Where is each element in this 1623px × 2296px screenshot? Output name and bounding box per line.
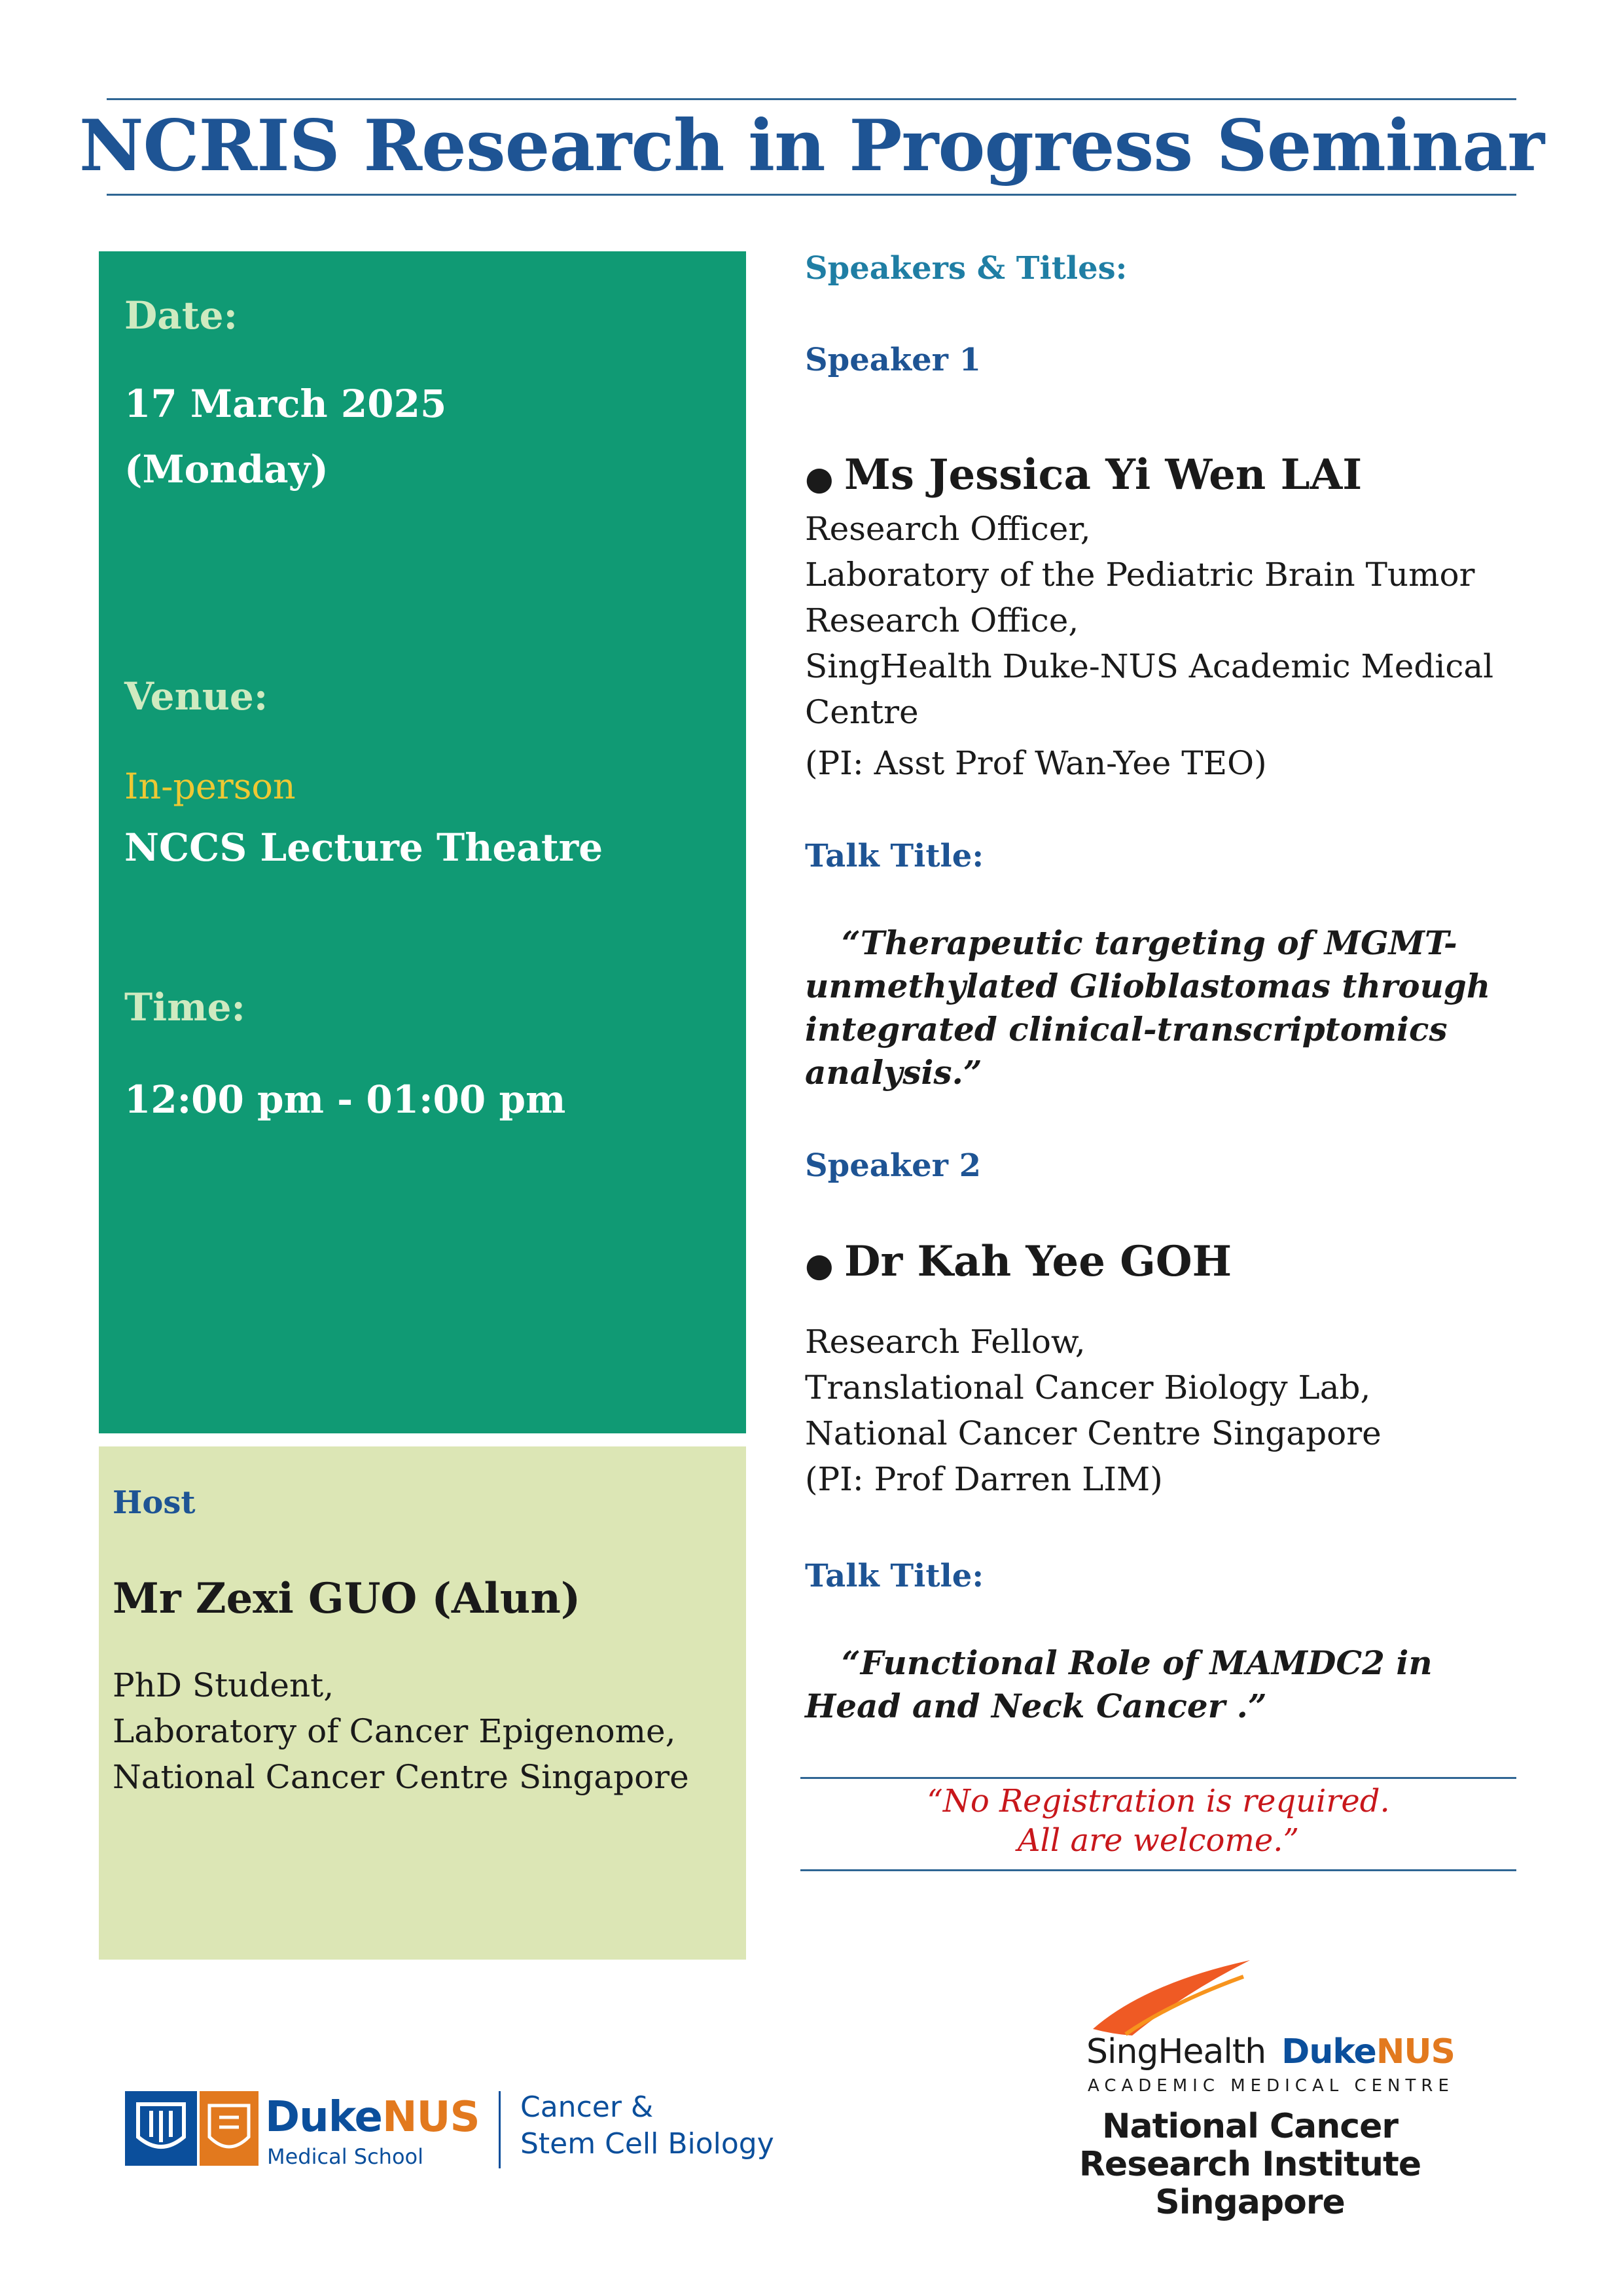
duke-nus-logo-text: [265, 2093, 480, 2142]
nus-crest-icon: [200, 2091, 259, 2166]
speaker-1-label: Speaker 1: [805, 342, 982, 378]
title-top-rule: [107, 98, 1516, 100]
host-name: Mr Zexi GUO (Alun): [113, 1574, 581, 1623]
speaker-detail-line: Research Office,: [805, 601, 1079, 639]
speaker-2-name-text: Dr Kah Yee GOH: [844, 1237, 1232, 1286]
note-line: “No Registration is required.: [927, 1783, 1390, 1820]
speaker-1-pi: (PI: Asst Prof Wan-Yee TEO): [805, 744, 1267, 782]
host-detail-line: Laboratory of Cancer Epigenome,: [113, 1712, 676, 1750]
title-bottom-rule: [107, 194, 1516, 196]
speaker-detail-line: Research Fellow,: [805, 1323, 1086, 1361]
host-label: Host: [113, 1484, 196, 1521]
speaker-1-name-text: Ms Jessica Yi Wen LAI: [844, 450, 1363, 499]
speakers-heading: Speakers & Titles:: [805, 250, 1128, 287]
venue-label: Venue:: [124, 674, 268, 719]
csb-logo-text: [520, 2089, 774, 2162]
speaker-1-details: [805, 506, 1493, 786]
speaker-detail-line: Translational Cancer Biology Lab,: [805, 1369, 1371, 1407]
bullet-icon: ●: [805, 459, 834, 497]
speaker-2-talk-title: “Functional Role of MAMDC2 in Head and Neck Cancer .”: [805, 1643, 1433, 1725]
sh-nus: NUS: [1376, 2032, 1455, 2072]
speaker-detail-line: Centre: [805, 693, 919, 731]
sh-duke: Duke: [1281, 2032, 1376, 2072]
singhealth-logo-text: [1086, 2032, 1455, 2072]
event-day: (Monday): [124, 447, 329, 492]
speaker-2-talk-label: Talk Title:: [805, 1558, 984, 1594]
note-top-rule: [800, 1777, 1516, 1779]
event-venue: NCCS Lecture Theatre: [124, 825, 603, 870]
event-time: 12:00 pm - 01:00 pm: [124, 1077, 566, 1122]
speaker-2-name: [805, 1237, 1232, 1286]
singhealth-swoosh-icon: [1086, 1957, 1257, 2042]
speaker-detail-line: Laboratory of the Pediatric Brain Tumor: [805, 556, 1475, 594]
singhealth-name: SingHealth: [1086, 2032, 1266, 2072]
host-details: [113, 1662, 689, 1800]
academic-medical-centre: ACADEMIC MEDICAL CENTRE: [1088, 2076, 1454, 2096]
ncris-logo-text: [982, 2108, 1518, 2221]
speaker-detail-line: National Cancer Centre Singapore: [805, 1414, 1382, 1452]
registration-note: [802, 1782, 1515, 1860]
speaker-detail-line: Research Officer,: [805, 510, 1091, 548]
speaker-2-details: [805, 1319, 1382, 1502]
csb-line: Cancer &: [520, 2090, 654, 2124]
logo-divider: [499, 2091, 501, 2168]
speaker-1-talk-label: Talk Title:: [805, 838, 984, 874]
bullet-icon: ●: [805, 1246, 834, 1284]
time-label: Time:: [124, 985, 245, 1030]
speaker-2-pi: (PI: Prof Darren LIM): [805, 1460, 1163, 1498]
event-date: 17 March 2025: [124, 382, 447, 426]
duke-name-b: NUS: [382, 2093, 480, 2142]
speaker-detail-line: SingHealth Duke-NUS Academic Medical: [805, 647, 1494, 685]
host-detail-line: National Cancer Centre Singapore: [113, 1758, 689, 1796]
note-line: All are welcome.”: [1017, 1822, 1300, 1859]
date-label: Date:: [124, 293, 238, 338]
ncris-line: National Cancer: [1101, 2107, 1399, 2146]
note-bottom-rule: [800, 1869, 1516, 1871]
ncris-line: Research Institute Singapore: [1079, 2145, 1421, 2222]
venue-mode: In-person: [124, 766, 296, 807]
duke-medical-school: Medical School: [267, 2144, 423, 2169]
page-title: NCRIS Research in Progress Seminar: [79, 105, 1544, 187]
speaker-2-label: Speaker 2: [805, 1147, 982, 1184]
duke-shield-icon: [125, 2091, 197, 2166]
host-detail-line: PhD Student,: [113, 1666, 334, 1704]
csb-line: Stem Cell Biology: [520, 2127, 774, 2161]
speaker-1-name: [805, 450, 1362, 499]
speaker-1-talk-title: “Therapeutic targeting of MGMT-unmethylated Glioblastomas through integrated clinical-transcriptomics analysis.”: [805, 924, 1491, 1092]
duke-name-a: Duke: [265, 2093, 382, 2142]
